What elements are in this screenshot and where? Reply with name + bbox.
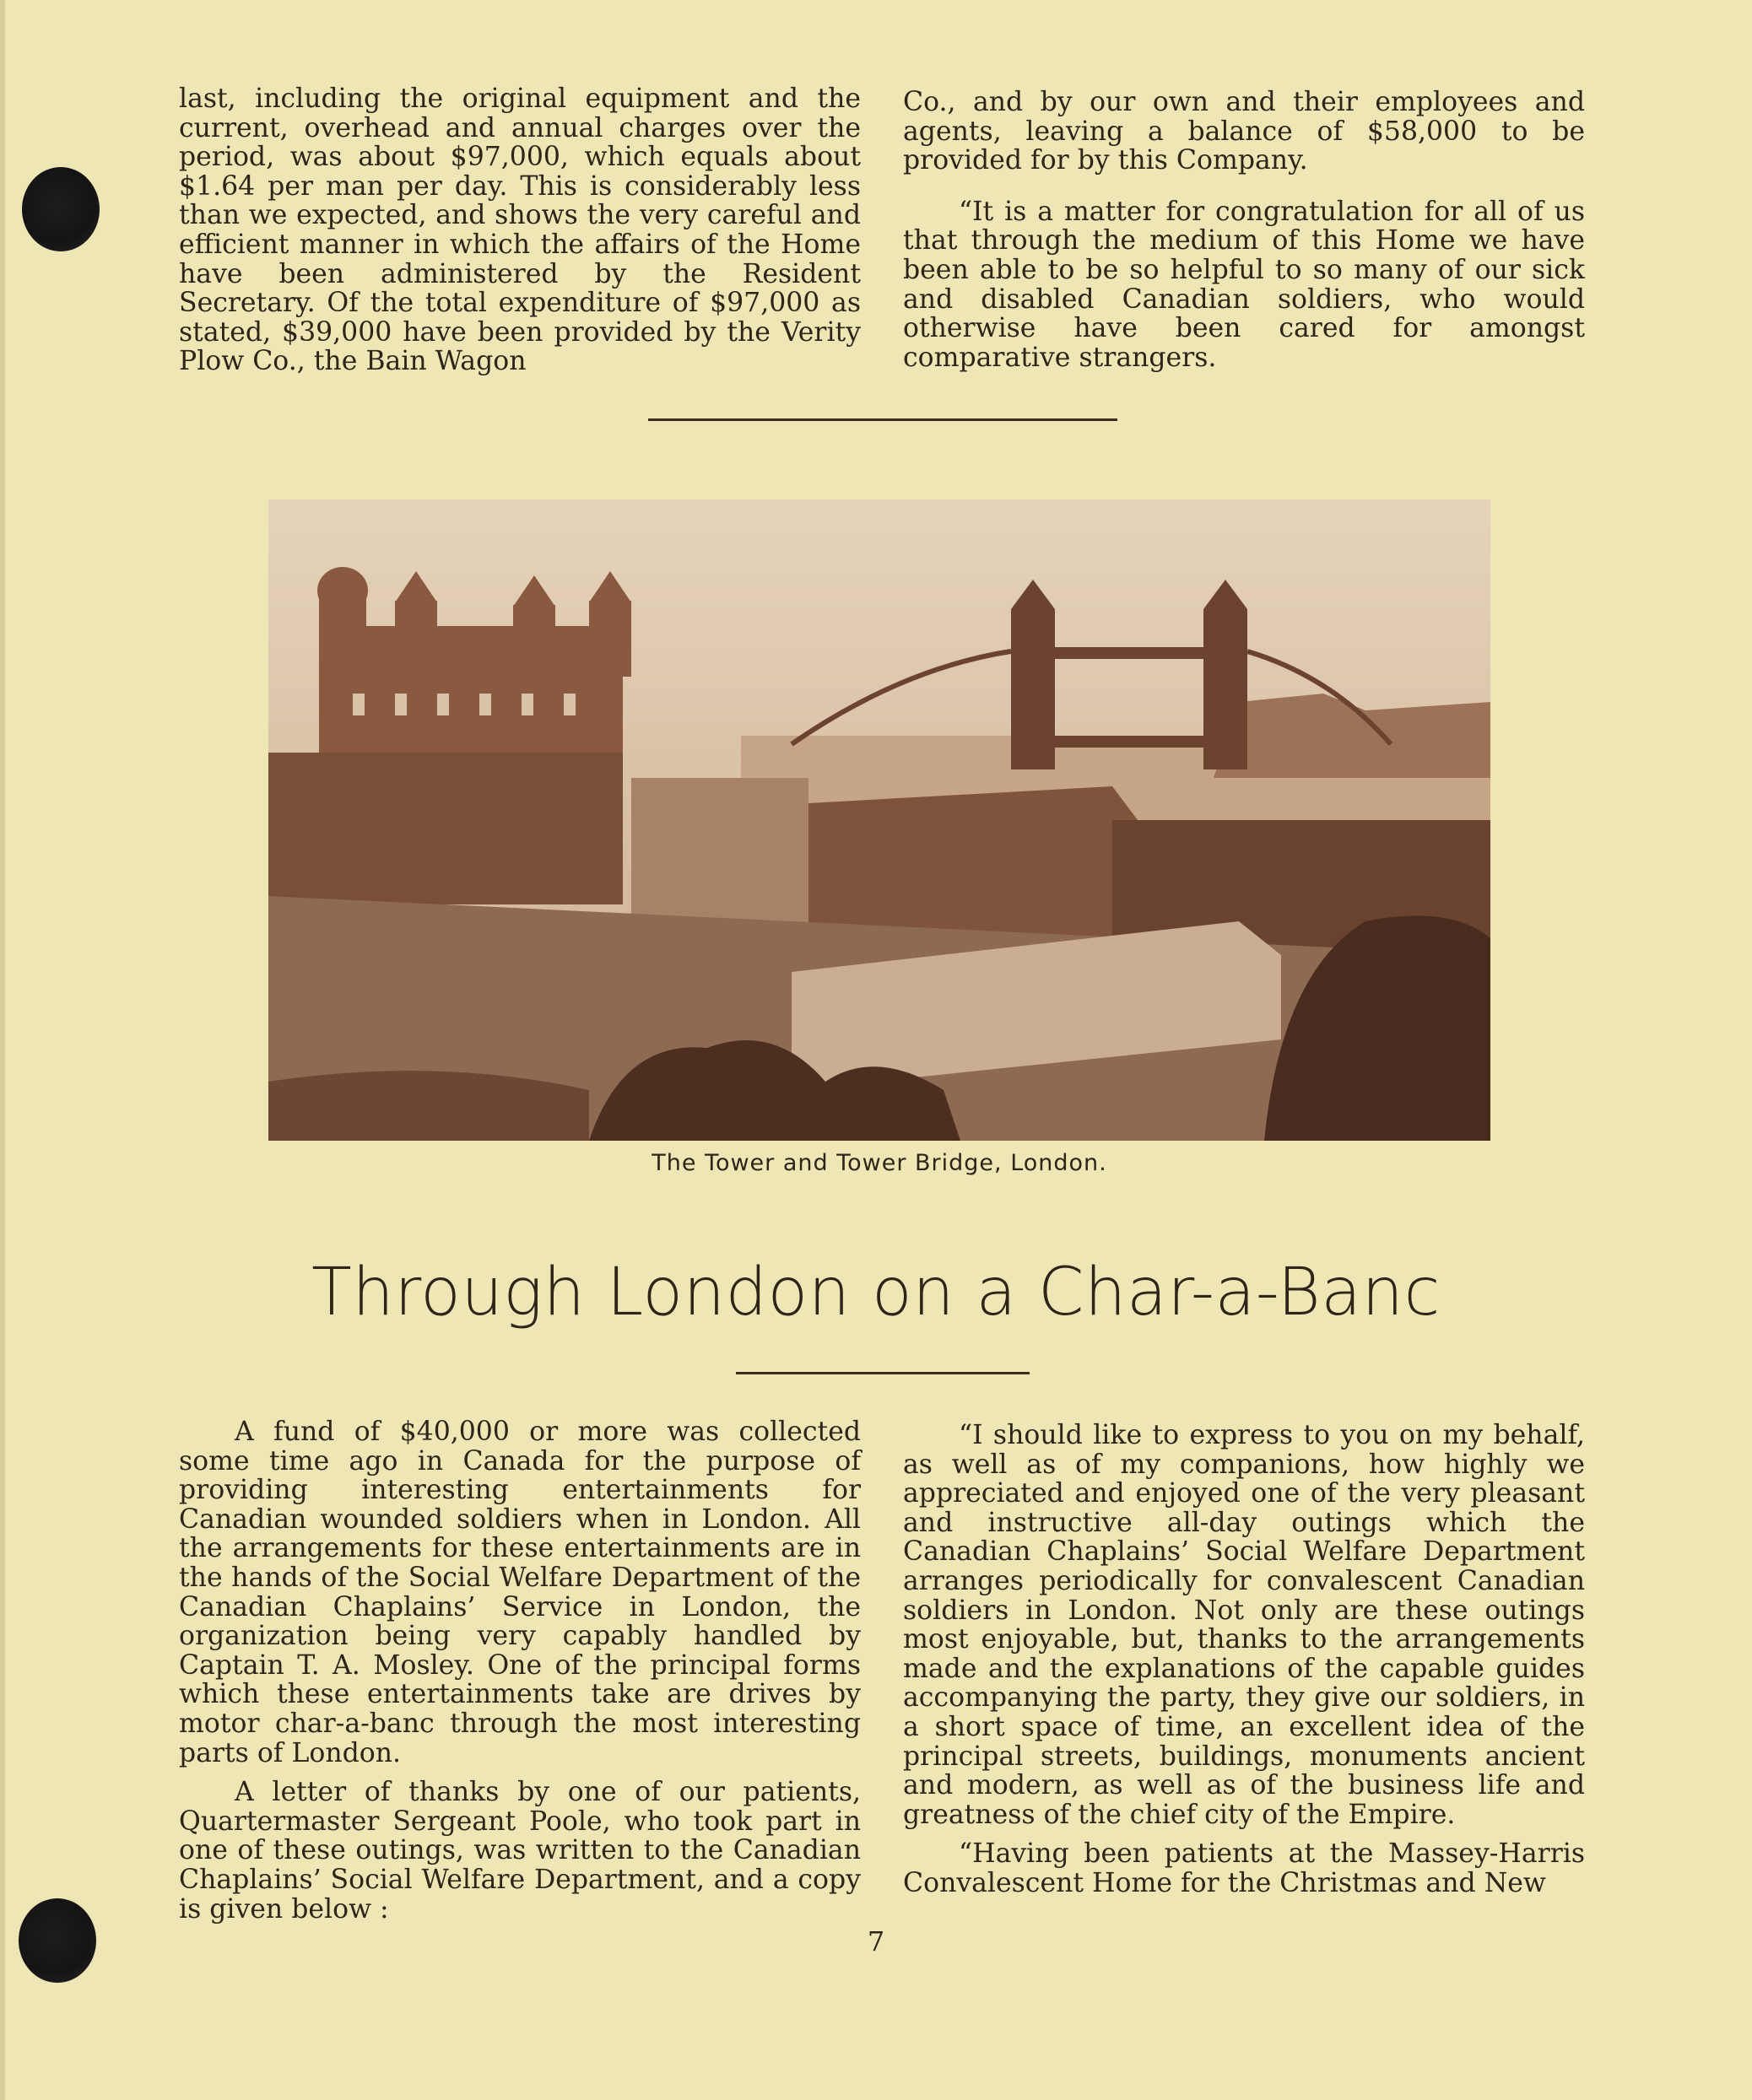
top-left-column (179, 84, 861, 376)
photo-caption: The Tower and Tower Bridge, London. (652, 1150, 1107, 1176)
top-right-column (903, 88, 1585, 372)
page-number: 7 (867, 1925, 885, 1957)
article-right-paragraph-2: “Having been patients at the Massey-Harris Convalescent Home for the Christmas and New (903, 1838, 1585, 1898)
tower-bridge-photo (268, 499, 1490, 1141)
top-right-paragraph-1: Co., and by our own and their employees and agents, leaving a balance of $58,000 to be provided for by this Company. (903, 87, 1585, 176)
article-right-column (903, 1421, 1585, 1898)
top-left-paragraph: last, including the original equipment and the current, overhead and annual charges over the period, was about $97,000, which equals about $1.64 per man per day. This is considerably less than we expected, and shows the very careful and efficient manner in which the affairs of the Home have been administered by the Resident Secretary. Of the total expenditure of $97,000 as stated, $39,000 have been provided by the Verity Plow Co., the Bain Wagon (179, 84, 861, 377)
page-edge (0, 0, 5, 2100)
section-divider-top (648, 418, 1117, 421)
article-left-paragraph-1: A fund of $40,000 or more was collected some time ago in Canada for the purpose of providing interesting entertainments for Canadian wounded soldiers when in London. All the arrangements for these entertainments are in the hands of the Social Welfare Department of the Canadian Chaplains’ Service in London, the organization being very capably handled by Captain T. A. Mosley. One of the principal forms which these entertainments take are drives by motor char-a-banc through the most interesting parts of London. (179, 1417, 861, 1768)
article-right-paragraph-1: “I should like to express to you on my behalf, as well as of my companions, how highly we appreciated and enjoyed one of the very pleasant and instructive all-day outings which the Canadian Chaplains’ Social Welfare Department arranges periodically for convalescent Canadian soldiers in London. Not only are these outings most enjoyable, but, thanks to the arrangements made and the explanations of the capable guides accompanying the party, they give our soldiers, in a short space of time, an excellent idea of the principal streets, buildings, monuments ancient and modern, as well as of the business life and greatness of the chief city of the Empire. (903, 1420, 1585, 1830)
article-title: Through London on a Char-a-Banc (311, 1255, 1441, 1331)
article-left-column (179, 1417, 861, 1924)
top-right-paragraph-2: “It is a matter for congratulation for all of us that through the medium of this Home we have been able to be so helpful to so many of our sick and disabled Canadian soldiers, who would otherwise have been cared for amongst comparative strangers. (903, 196, 1585, 373)
title-underline (736, 1372, 1030, 1374)
punch-hole-top (22, 167, 100, 251)
article-left-paragraph-2: A letter of thanks by one of our patients, Quartermaster Sergeant Poole, who took part in one of these outings, was written to the Canadian Chaplains’ Social Welfare Department, and a copy is given below : (179, 1777, 861, 1925)
